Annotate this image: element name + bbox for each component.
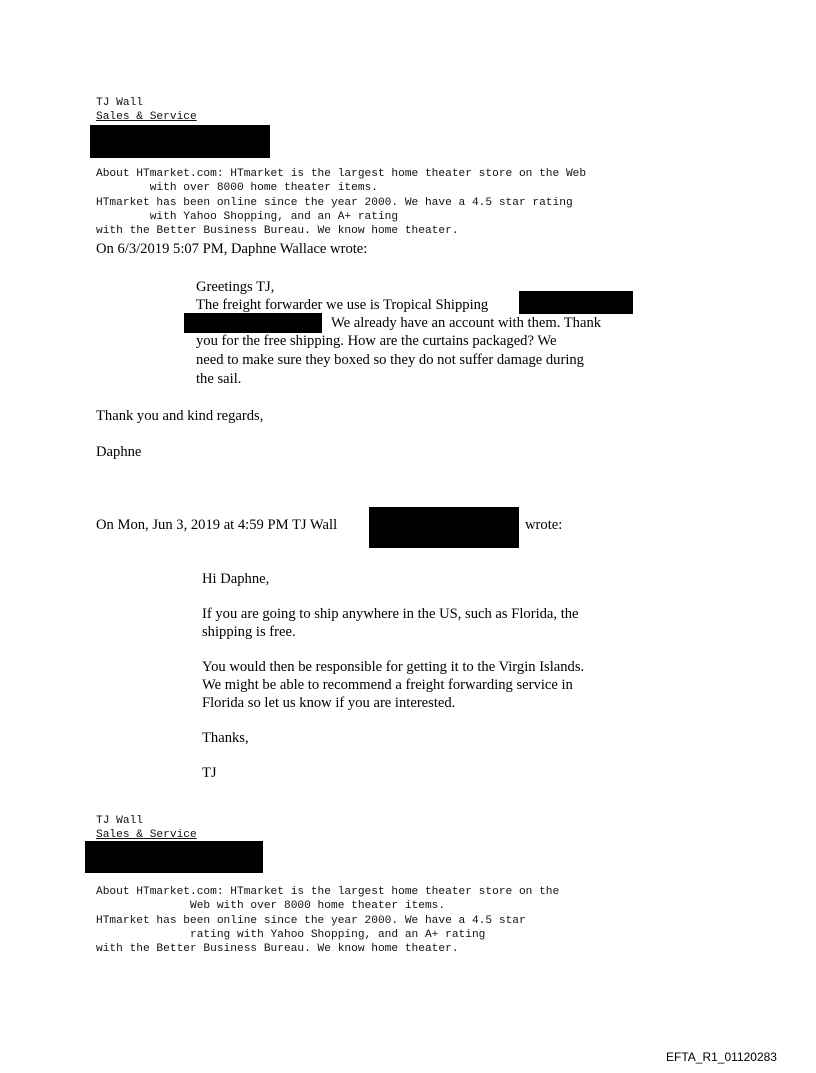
about-line: with Yahoo Shopping, and an A+ rating [96,211,399,223]
message-greeting: Greetings TJ, [196,279,275,295]
message-line: you for the free shipping. How are the curtains packaged? We [196,333,557,349]
message-line: the sail. [196,371,242,387]
quoted-header: On Mon, Jun 3, 2019 at 4:59 PM TJ Wall [96,517,338,533]
about-line: rating with Yahoo Shopping, and an A+ rating [96,929,486,941]
about-line: About HTmarket.com: HTmarket is the largest home theater store on the Web [96,168,587,180]
reply-header: On 6/3/2019 5:07 PM, Daphne Wallace wrote: [96,241,368,257]
signature-title: Sales & Service [96,111,197,123]
redaction-block [90,125,270,158]
redaction-block [519,291,633,314]
message-line: need to make sure they boxed so they do not suffer damage during [196,352,584,368]
message-line: The freight forwarder we use is Tropical Shipping [196,297,489,313]
about-line: HTmarket has been online since the year 2000. We have a 4.5 star [96,915,526,927]
about-line: with over 8000 home theater items. [96,182,378,194]
signature-name: TJ Wall [96,97,143,109]
message-thanks: Thanks, [202,730,249,746]
about-line: About HTmarket.com: HTmarket is the largest home theater store on the [96,886,560,898]
redaction-block [369,507,519,548]
document-id: EFTA_R1_01120283 [666,1050,777,1064]
signature-name: TJ Wall [96,815,143,827]
about-line: Web with over 8000 home theater items. [96,900,446,912]
closing: Thank you and kind regards, [96,408,264,424]
redaction-block [85,841,263,873]
redaction-block [184,313,322,333]
about-line: with the Better Business Bureau. We know home theater. [96,225,459,237]
sender-name: Daphne [96,444,142,460]
message-line: Florida so let us know if you are interested. [202,695,456,711]
message-greeting: Hi Daphne, [202,571,270,587]
about-line: with the Better Business Bureau. We know home theater. [96,943,459,955]
message-line: We already have an account with them. Thank [331,315,602,331]
message-line: shipping is free. [202,624,296,640]
signature-title: Sales & Service [96,829,197,841]
message-line: You would then be responsible for getting it to the Virgin Islands. [202,659,585,675]
quoted-header-suffix: wrote: [525,517,563,533]
message-line: We might be able to recommend a freight forwarding service in [202,677,573,693]
about-line: HTmarket has been online since the year 2000. We have a 4.5 star rating [96,197,573,209]
message-line: If you are going to ship anywhere in the US, such as Florida, the [202,606,579,622]
message-sign: TJ [202,765,217,781]
